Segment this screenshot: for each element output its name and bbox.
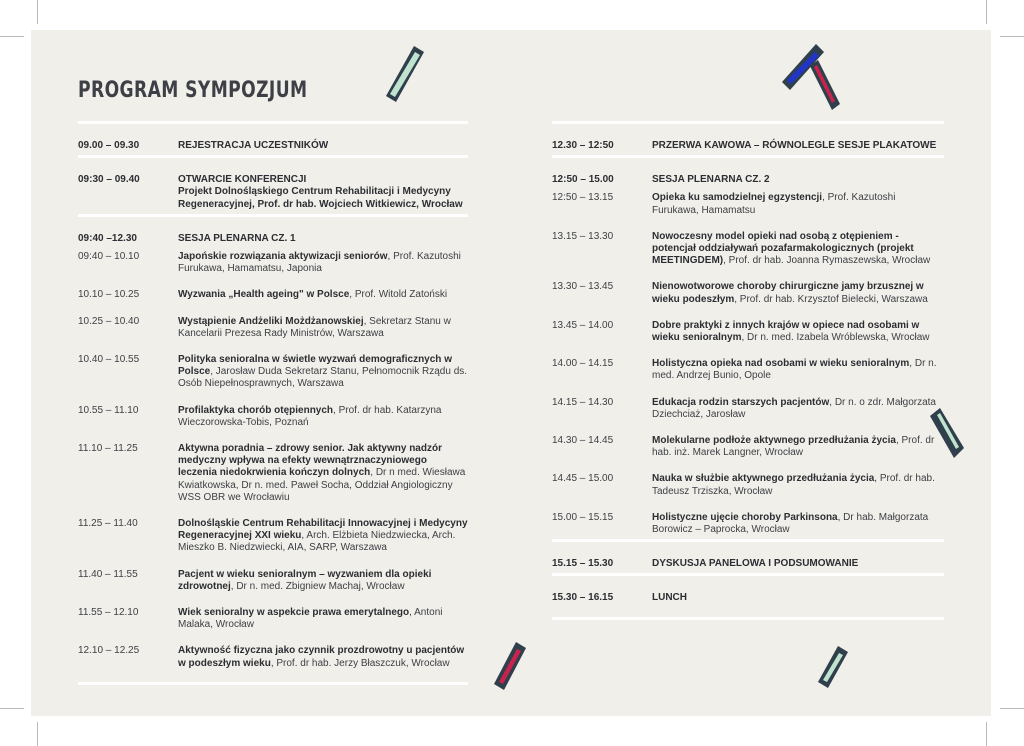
speaker-info: , Arch. Elżbieta Niedzwiecka, Arch. Mieszko B. Niedzwiecki, AIA, SARP, Warszawa (178, 530, 456, 554)
talk-title: Dolnośląskie Centrum Rehabilitacji Innowacyjnej i Medycyny Regeneracyjnej XXI wieku (178, 518, 468, 542)
time-slot: 11.55 – 12.10 (78, 607, 139, 619)
program-item-row (552, 192, 944, 216)
mint-stripe-decoration-icon (384, 44, 428, 106)
speaker-info: , Prof. Kazutoshi Furukawa, Hamamatsu (652, 192, 896, 216)
program-label (652, 140, 944, 152)
talk-title: REJESTRACJA UCZESTNIKÓW (178, 140, 329, 151)
program-item-row (552, 512, 944, 536)
program-item-row (552, 320, 944, 344)
program-label (652, 397, 944, 421)
talk-title: Holistyczne ujęcie choroby Parkinsona (652, 511, 838, 523)
session-header-row (78, 233, 468, 245)
program-item-row (552, 397, 944, 421)
talk-title: Profilaktyka chorób otępiennych (178, 404, 334, 416)
program-item-row (78, 569, 468, 593)
talk-title: OTWARCIE KONFERENCJI Projekt Dolnośląskiego Centrum Rehabilitacji i Medycyny Regeneracyjnej (178, 174, 451, 210)
program-label (652, 320, 944, 344)
program-label (178, 316, 468, 340)
program-label (652, 231, 944, 268)
speaker-info: , Prof. dr hab. Katarzyna Wieczorowska-Tobis, Poznań (178, 404, 442, 428)
talk-title: SESJA PLENARNA CZ. 1 (178, 232, 296, 244)
crop-mark (986, 0, 987, 24)
time-slot: 09.00 – 09.30 (78, 140, 140, 151)
talk-title: SESJA PLENARNA CZ. 2 (652, 174, 770, 186)
program-label (178, 607, 468, 631)
speaker-info: , Prof. dr hab. inż. Marek Langner, Wrocław (652, 435, 935, 459)
talk-title: Wyzwania „Health ageing" w Polsce (178, 289, 350, 301)
speaker-info: , Prof. Witold Zatoński (349, 289, 448, 301)
speaker-info: , Dr n med. Wiesława Kwiatkowska, Dr n. med. Paweł Socha, Oddział Angiologiczny WSS OBR we Wrocławiu (178, 467, 466, 503)
program-label (178, 405, 468, 429)
program-column-right (552, 118, 944, 620)
speaker-info: , Prof. dr hab. Joanna Rymaszewska, Wrocław (723, 255, 931, 267)
talk-title: Molekularne podłoże aktywnego przedłużania życia (652, 435, 896, 447)
talk-title: PRZERWA KAWOWA – RÓWNOLEGLE SESJE PLAKATOWE (652, 140, 937, 151)
program-label (652, 174, 944, 186)
time-slot: 10.55 – 11.10 (78, 404, 139, 416)
program-label (652, 358, 944, 382)
program-label (652, 435, 944, 459)
time-slot: 15.00 – 15.15 (552, 511, 614, 523)
talk-title: Polityka senioralna w świetle wyzwań demograficznych w Polsce (178, 354, 452, 378)
talk-title: Nienowotworowe choroby chirurgiczne jamy brzusznej w wieku podeszłym (652, 281, 924, 305)
talk-title: Wiek senioralny w aspekcie prawa emerytalnego (178, 607, 410, 619)
speaker-info: , Dr n. o zdr. Małgorzata Dziechciaż, Jarosław (652, 396, 936, 420)
speaker-info: , Sekretarz Stanu w Kancelarii Prezesa Rady Ministrów, Warszawa (178, 315, 451, 339)
program-label (652, 281, 944, 305)
time-slot: 12:50 – 13.15 (552, 192, 614, 204)
time-slot: 13.30 – 13.45 (552, 281, 614, 293)
time-slot: 11.25 – 11.40 (78, 518, 138, 530)
speaker-info: , Prof. Kazutoshi Furukawa, Hamamatsu, Japonia (178, 251, 461, 275)
time-slot: 09:30 – 09.40 (78, 174, 140, 186)
talk-title: DYSKUSJA PANELOWA I PODSUMOWANIE (652, 558, 859, 570)
time-slot: 14.30 – 14.45 (552, 435, 614, 447)
program-item-row (78, 607, 468, 631)
time-slot: 11.10 – 11.25 (78, 443, 138, 455)
session-header-row (552, 174, 944, 186)
time-slot: 13.15 – 13.30 (552, 230, 614, 242)
blue-crimson-chevron-decoration-icon (780, 42, 844, 114)
talk-title: Aktywna poradnia – zdrowy senior. Jak aktywny nadzór medyczny wpływa na efekty wewnątrznaczyniowego leczenia niedokrwienia kończyn dolnych (178, 443, 442, 479)
time-slot: 10.25 – 10.40 (78, 315, 140, 327)
time-slot: 12.10 – 12.25 (78, 645, 140, 657)
crop-mark (986, 722, 987, 746)
program-item-row (78, 405, 468, 429)
talk-title: Nowoczesny model opieki nad osobą z otępieniem - potencjał oddziaływań pozafarmakologicznych (projekt MEETINGDEM) (652, 230, 914, 267)
talk-title: Pacjent w wieku senioralnym – wyzwaniem dla opieki zdrowotnej (178, 568, 432, 592)
program-label (178, 251, 468, 275)
talk-title: Nauka w służbie aktywnego przedłużania życia (652, 473, 875, 485)
program-item-row (552, 435, 944, 459)
divider (78, 214, 468, 217)
time-slot: 09:40 –12.30 (78, 232, 137, 244)
session-header-row (552, 140, 944, 152)
divider (78, 121, 468, 124)
program-item-row (552, 473, 944, 497)
divider (552, 155, 944, 158)
session-header-row (78, 174, 468, 211)
program-label (652, 512, 944, 536)
program-label (178, 174, 468, 211)
divider (78, 682, 468, 685)
talk-title: Aktywność fizyczna jako czynnik prozdrowotny u pacjentów w podeszłym wieku (178, 645, 465, 669)
crop-mark (1000, 708, 1024, 709)
speaker-info: , Prof. dr hab. Jerzy Błaszczuk, Wrocław (270, 657, 450, 669)
time-slot: 10.40 – 10.55 (78, 354, 140, 366)
speaker-info: , Prof. dr hab. Krzysztof Bielecki, Warszawa (734, 293, 928, 305)
time-slot: 14.15 – 14.30 (552, 396, 614, 408)
speaker-info: , Dr hab. Małgorzata Borowicz – Paprocka, Wrocław (652, 511, 929, 536)
session-header-row (552, 592, 944, 604)
speaker-info: , Dr n. med. Zbigniew Machaj, Wrocław (230, 580, 405, 592)
program-label (652, 592, 944, 604)
talk-title: Japońskie rozwiązania aktywizacji seniorów (178, 251, 388, 263)
time-slot: 15.30 – 16.15 (552, 592, 614, 604)
program-label (178, 518, 468, 555)
talk-title: Wystąpienie Andżeliki Możdżanowskiej (178, 315, 364, 327)
program-label (178, 233, 468, 245)
time-slot: 12.30 – 12:50 (552, 140, 614, 151)
mint-stripe-small-decoration-icon (816, 644, 850, 690)
program-item-row (78, 518, 468, 555)
program-item-row (78, 251, 468, 275)
crop-mark (1000, 36, 1024, 37)
program-item-row (552, 281, 944, 305)
time-slot: 15.15 – 15.30 (552, 558, 614, 570)
program-label (178, 443, 468, 504)
crop-mark (0, 36, 24, 37)
talk-title: LUNCH (652, 592, 687, 604)
program-label (178, 354, 468, 391)
program-item-row (78, 645, 468, 669)
crimson-stripe-decoration-icon (492, 640, 528, 692)
session-header-row (78, 140, 468, 152)
program-item-row (552, 358, 944, 382)
divider (552, 121, 944, 124)
talk-title: Edukacja rodzin starszych pacjentów (652, 396, 830, 408)
page-title: PROGRAM SYMPOZJUM (78, 78, 308, 103)
program-label (178, 289, 468, 301)
crop-mark (0, 708, 24, 709)
program-item-row (78, 316, 468, 340)
session-header-row (552, 558, 944, 570)
speaker-info: , Jarosław Duda Sekretarz Stanu, Pełnomocnik Rządu ds. Osób Niepełnosprawnych, Warszawa (178, 366, 468, 390)
time-slot: 11.40 – 11.55 (78, 568, 138, 580)
talk-title: Opieka ku samodzielnej egzystencji (652, 192, 823, 204)
speaker-info: , Dr n. med. Izabela Wróblewska, Wrocław (741, 332, 930, 344)
time-slot: 12:50 – 15.00 (552, 174, 614, 186)
time-slot: 09:40 – 10.10 (78, 251, 140, 263)
program-item-row (552, 231, 944, 268)
crop-mark (37, 0, 38, 24)
speaker-info: , Dr n. med. Andrzej Bunio, Opole (652, 358, 937, 382)
time-slot: 14.00 – 14.15 (552, 358, 614, 370)
program-label (178, 140, 468, 152)
speaker-info: , Antoni Malaka, Wrocław (178, 607, 443, 631)
time-slot: 14.45 – 15.00 (552, 473, 614, 485)
program-label (652, 558, 944, 570)
program-label (652, 473, 944, 497)
talk-title: Holistyczna opieka nad osobami w wieku senioralnym (652, 358, 910, 370)
speaker-info: , Prof. dr hab. Tadeusz Trziszka, Wrocław (652, 473, 935, 497)
time-slot: 13.45 – 14.00 (552, 319, 614, 331)
program-label (178, 645, 468, 669)
program-label (652, 192, 944, 216)
crop-mark (37, 722, 38, 746)
divider (78, 155, 468, 158)
divider (552, 539, 944, 542)
talk-title: Dobre praktyki z innych krajów w opiece nad osobami w wieku senioralnym (652, 319, 920, 344)
program-label (178, 569, 468, 593)
program-item-row (78, 354, 468, 391)
program-item-row (78, 443, 468, 504)
divider (552, 617, 944, 620)
speaker-info: , Prof. dr hab. Wojciech Witkiewicz, Wrocław (251, 198, 463, 210)
time-slot: 10.10 – 10.25 (78, 289, 140, 301)
program-item-row (78, 289, 468, 301)
program-column-left (78, 118, 468, 685)
divider (552, 573, 944, 576)
